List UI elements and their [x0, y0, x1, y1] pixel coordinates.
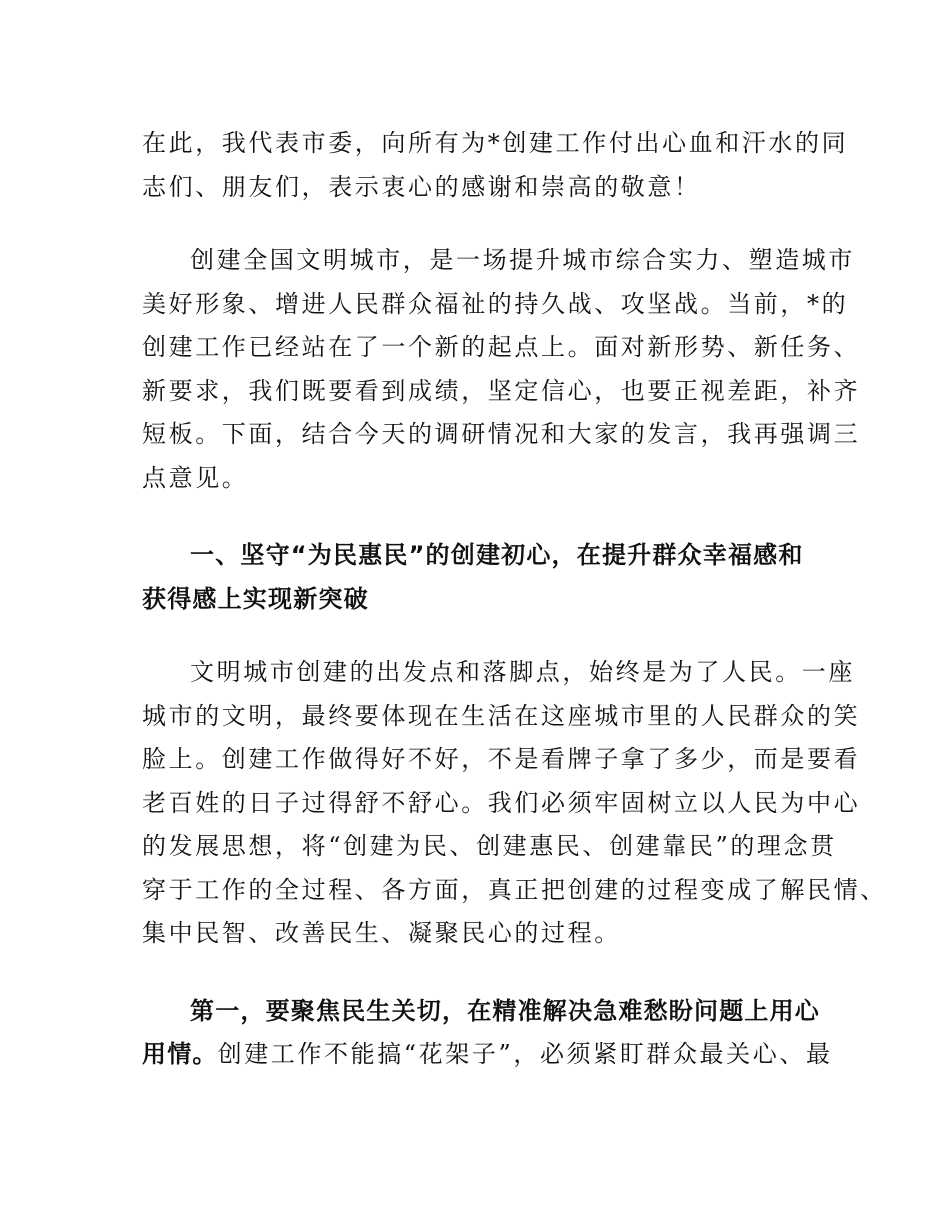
text-line: 的发展思想，将“创建为民、创建惠民、创建靠民”的理念贯: [142, 832, 837, 860]
paragraph-people-centered: [142, 651, 887, 956]
paragraph-intro: [142, 239, 861, 500]
text-line: 城市的文明，最终要体现在生活在这座城市里的人民群众的笑: [142, 701, 861, 730]
section-heading-1: [142, 534, 832, 621]
text-line: 志们、朋友们，表示衷心的感谢和崇高的敬意！: [142, 172, 701, 201]
paragraph-first-point: [142, 990, 832, 1077]
text-line: 创建工作已经站在了一个新的起点上。面对新形势、新任务、: [142, 333, 861, 361]
text-line: 集中民智、改善民生、凝聚民心的过程。: [142, 919, 621, 947]
text-line: 创建全国文明城市，是一场提升城市综合实力、塑造城市: [190, 246, 855, 274]
text-line: 新要求，我们既要看到成绩，坚定信心，也要正视差距，补齐: [142, 376, 861, 405]
text-line: 老百姓的日子过得舒不舒心。我们必须牢固树立以人民为中心: [142, 788, 861, 817]
text-line: 点意见。: [142, 463, 249, 492]
heading-line: 获得感上实现新突破: [142, 584, 369, 613]
text-line: 穿于工作的全过程、各方面，真正把创建的过程变成了解民情、: [142, 875, 887, 904]
document-page: [142, 122, 887, 1077]
paragraph-thanks: [142, 122, 849, 209]
body-text: 创建工作不能搞“花架子”，必须紧盯群众最关心、最: [217, 1040, 833, 1068]
bold-lead-text: 用情。: [142, 1040, 218, 1068]
text-line: 文明城市创建的出发点和落脚点，始终是为了人民。一座: [190, 658, 855, 686]
text-line: 短板。下面，结合今天的调研情况和大家的发言，我再强调三: [142, 420, 861, 448]
heading-line: 一、坚守“为民惠民”的创建初心，在提升群众幸福感和: [190, 541, 804, 569]
text-line: [142, 1033, 832, 1077]
text-line: 脸上。创建工作做得好不好，不是看牌子拿了多少，而是要看: [142, 745, 861, 773]
bold-lead-line: 第一，要聚焦民生关切，在精准解决急难愁盼问题上用心: [190, 996, 820, 1025]
text-line: 在此，我代表市委，向所有为*创建工作付出心血和汗水的同: [142, 129, 849, 157]
text-line: 美好形象、增进人民群众福祉的持久战、攻坚战。当前，*的: [142, 289, 849, 318]
